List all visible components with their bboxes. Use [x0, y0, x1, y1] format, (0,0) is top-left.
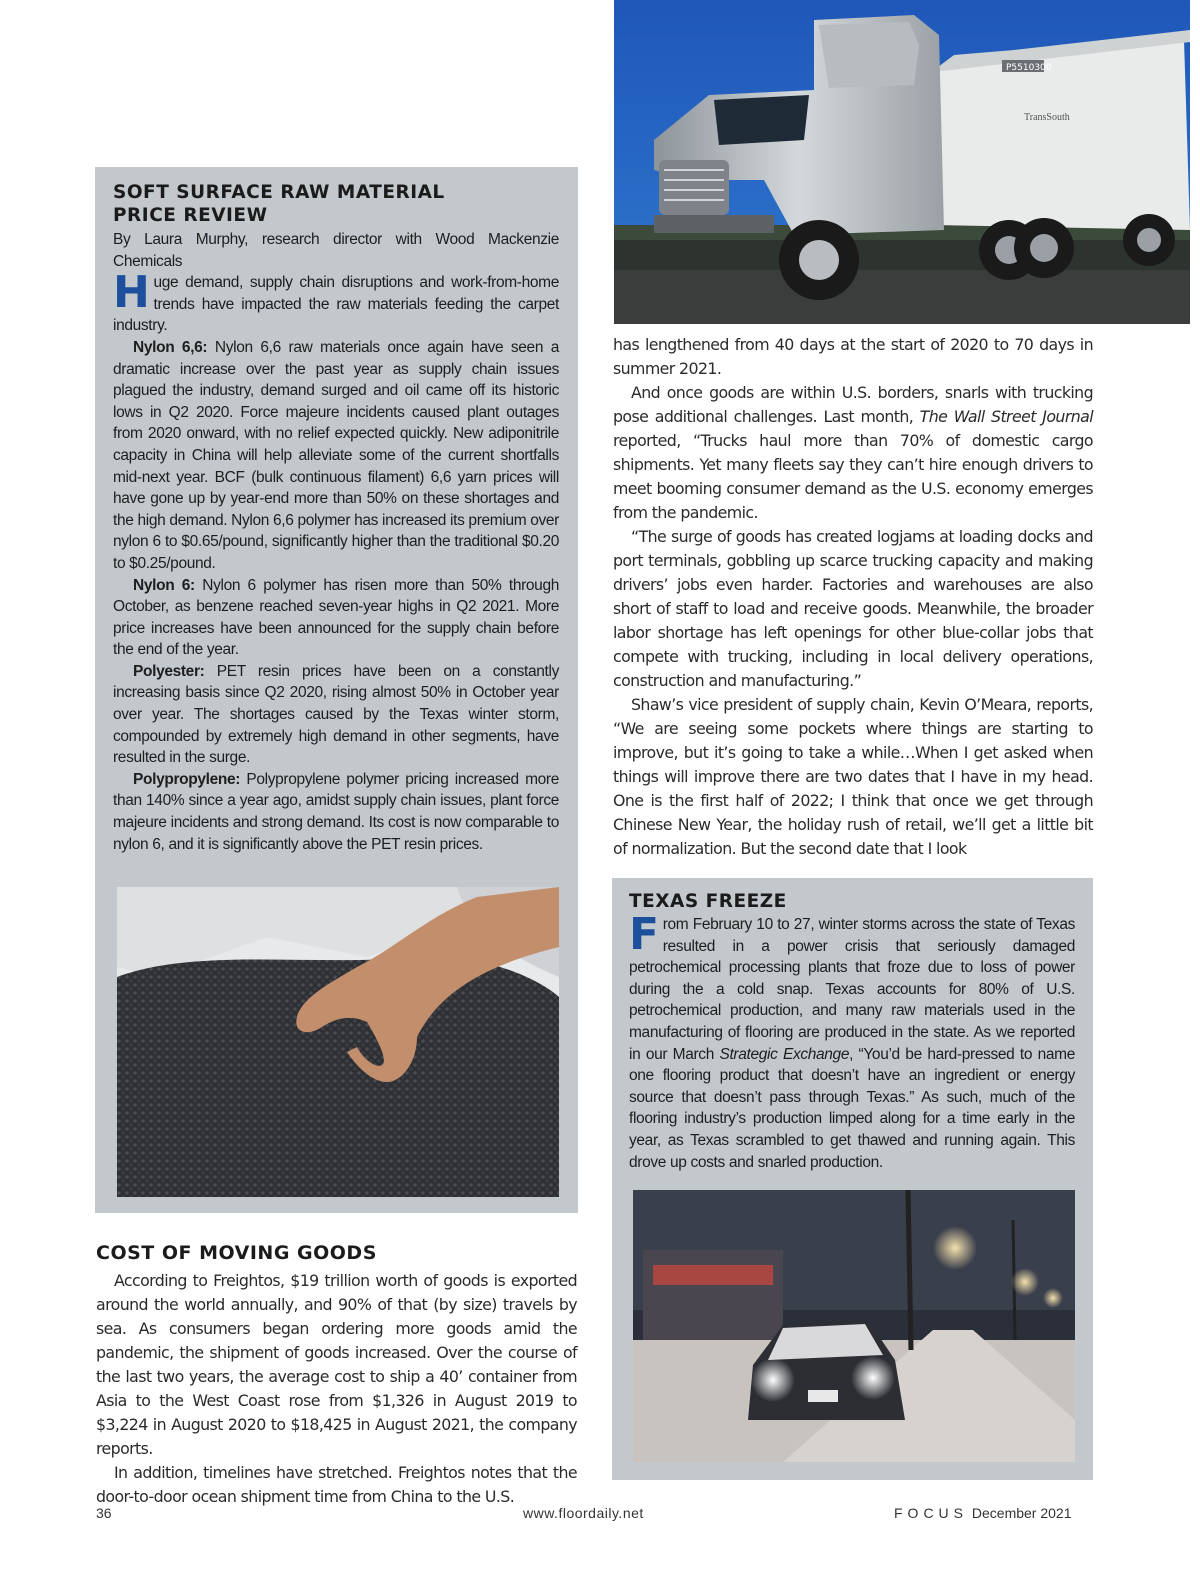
issue-date: December 2021: [971, 1505, 1072, 1521]
polypropylene-paragraph: Polypropylene: Polypropylene polymer pricing increased more than 140% since a year ago, amidst supply chain issues, plant force majeure incidents and strong demand. Its cost is now comparable to nylon 6, and it is significantly above the PET resin prices.: [113, 770, 559, 853]
magazine-issue: [894, 1505, 1072, 1521]
cost-section: [96, 1242, 577, 1509]
pellets-illustration: [117, 887, 559, 1197]
texas-paragraph: From February 10 to 27, winter storms across the state of Texas resulted in a power crisis that seriously damaged petrochemical processing plants that froze due to loss of power during the a cold snap. Texas accounts for 80% of U.S. petrochemical production, and many raw materials used in the manufacturing of flooring are produced in the state. As we reported in our March Strategic Exchange, “You’d be hard-pressed to name one flooring product that doesn’t have an ingredient or energy source that doesn’t pass through Texas.” As such, much of the flooring industry’s production limped along for a time early in the year, as Texas scrambled to get thawed and running again. This drove up costs and snarled production.: [629, 909, 1075, 1171]
truck-photo: [614, 0, 1190, 324]
texas-title: TEXAS FREEZE: [629, 891, 787, 912]
truck-illustration: [614, 0, 1190, 324]
magazine-name: FOCUS: [894, 1505, 968, 1521]
right-paragraph-1: has lengthened from 40 days at the start of 2020 to 70 days in summer 2021.: [613, 335, 1093, 378]
snow-street-photo: [633, 1190, 1075, 1462]
dropcap-h: H: [113, 267, 150, 319]
dropcap-f: F: [629, 909, 659, 960]
raw-material-sidebar: [95, 167, 578, 1213]
right-paragraph-4: Shaw’s vice president of supply chain, Kevin O’Meara, reports, “We are seeing some pockets where things are starting to improve, but it’s going to take a while…When I get asked when things will improve there are two dates that I have in my head. One is the first half of 2022; I think that once we get through Chinese New Year, the holiday rush of retail, we’ll get a little bit of normalization. But the second date that I look: [613, 695, 1093, 858]
nylon66-paragraph: Nylon 6,6: Nylon 6,6 raw materials once again have seen a dramatic increase over the past year as supply chain issues plagued the industry, demand surged and oil came off its historic lows in Q2 2020. Force majeure incidents caused plant outages from 2020 onward, with no relief expected quickly. New adiponitrile capacity in China will help alleviate some of the current shortfalls mid-next year. BCF (bulk continuous filament) 6,6 yarn prices will have gone up by year-end more than 50% on these shortages and the high demand. Nylon 6,6 polymer has increased its premium over nylon 6 to $0.65/pound, significantly higher than the traditional $0.20 to $0.25/pound.: [113, 338, 559, 572]
right-column-text: [613, 333, 1093, 861]
website-link[interactable]: www.floordaily.net: [523, 1505, 644, 1521]
right-paragraph-3: “The surge of goods has created logjams at loading docks and port terminals, gobbling up scarce trucking capacity and making drivers’ jobs even harder. Factories and warehouses are also short of staff to load and receive goods. Meanwhile, the broader labor shortage has left openings for other blue-collar jobs that compete with trucking, including in local delivery operations, construction and manufacturing.”: [613, 527, 1093, 690]
cost-paragraph-2: In addition, timelines have stretched. Freightos notes that the door-to-door ocean shipment time from China to the U.S.: [96, 1463, 577, 1506]
pellets-photo: [117, 887, 559, 1197]
texas-freeze-sidebar: [612, 878, 1093, 1480]
sidebar-byline: By Laura Murphy, research director with Wood Mackenzie Chemicals: [113, 231, 559, 270]
cost-heading: COST OF MOVING GOODS: [96, 1242, 377, 1264]
page-number: 36: [96, 1505, 112, 1521]
snow-street-illustration: [633, 1190, 1075, 1462]
sidebar-title: SOFT SURFACE RAW MATERIAL PRICE REVIEW: [113, 182, 445, 226]
right-paragraph-2: And once goods are within U.S. borders, snarls with trucking pose additional challenges. Last month, The Wall Street Journal reported, “Trucks haul more than 70% of domestic cargo shipments. Yet many fleets say they can’t hire enough drivers to meet booming consumer demand as the U.S. economy emerges from the pandemic.: [613, 383, 1093, 522]
sidebar-intro: Huge demand, supply chain disruptions and work-from-home trends have impacted the raw materials feeding the carpet industry.: [113, 267, 559, 335]
cost-paragraph-1: According to Freightos, $19 trillion worth of goods is exported around the world annually, and 90% of that (by size) travels by sea. As consumers began ordering more goods amid the pandemic, the shipment of goods increased. Over the course of the last two years, the average cost to ship a 40’ container from Asia to the West Coast rose from $1,326 in August 2019 to $3,224 in August 2020 to $18,425 in August 2021, the company reports.: [96, 1271, 577, 1458]
nylon6-paragraph: Nylon 6: Nylon 6 polymer has risen more than 50% through October, as benzene reached seven-year highs in Q2 2021. More price increases have been announced for the supply chain before the end of the year.: [113, 576, 559, 659]
cab-number: P5510300: [1006, 63, 1052, 73]
trailer-brand: TransSouth: [1024, 112, 1070, 123]
polyester-paragraph: Polyester: PET resin prices have been on a constantly increasing basis since Q2 2020, rising almost 50% in October year over year. The shortages caused by the Texas winter storm, compounded by extremely high demand in other segments, have resulted in the surge.: [113, 662, 559, 767]
